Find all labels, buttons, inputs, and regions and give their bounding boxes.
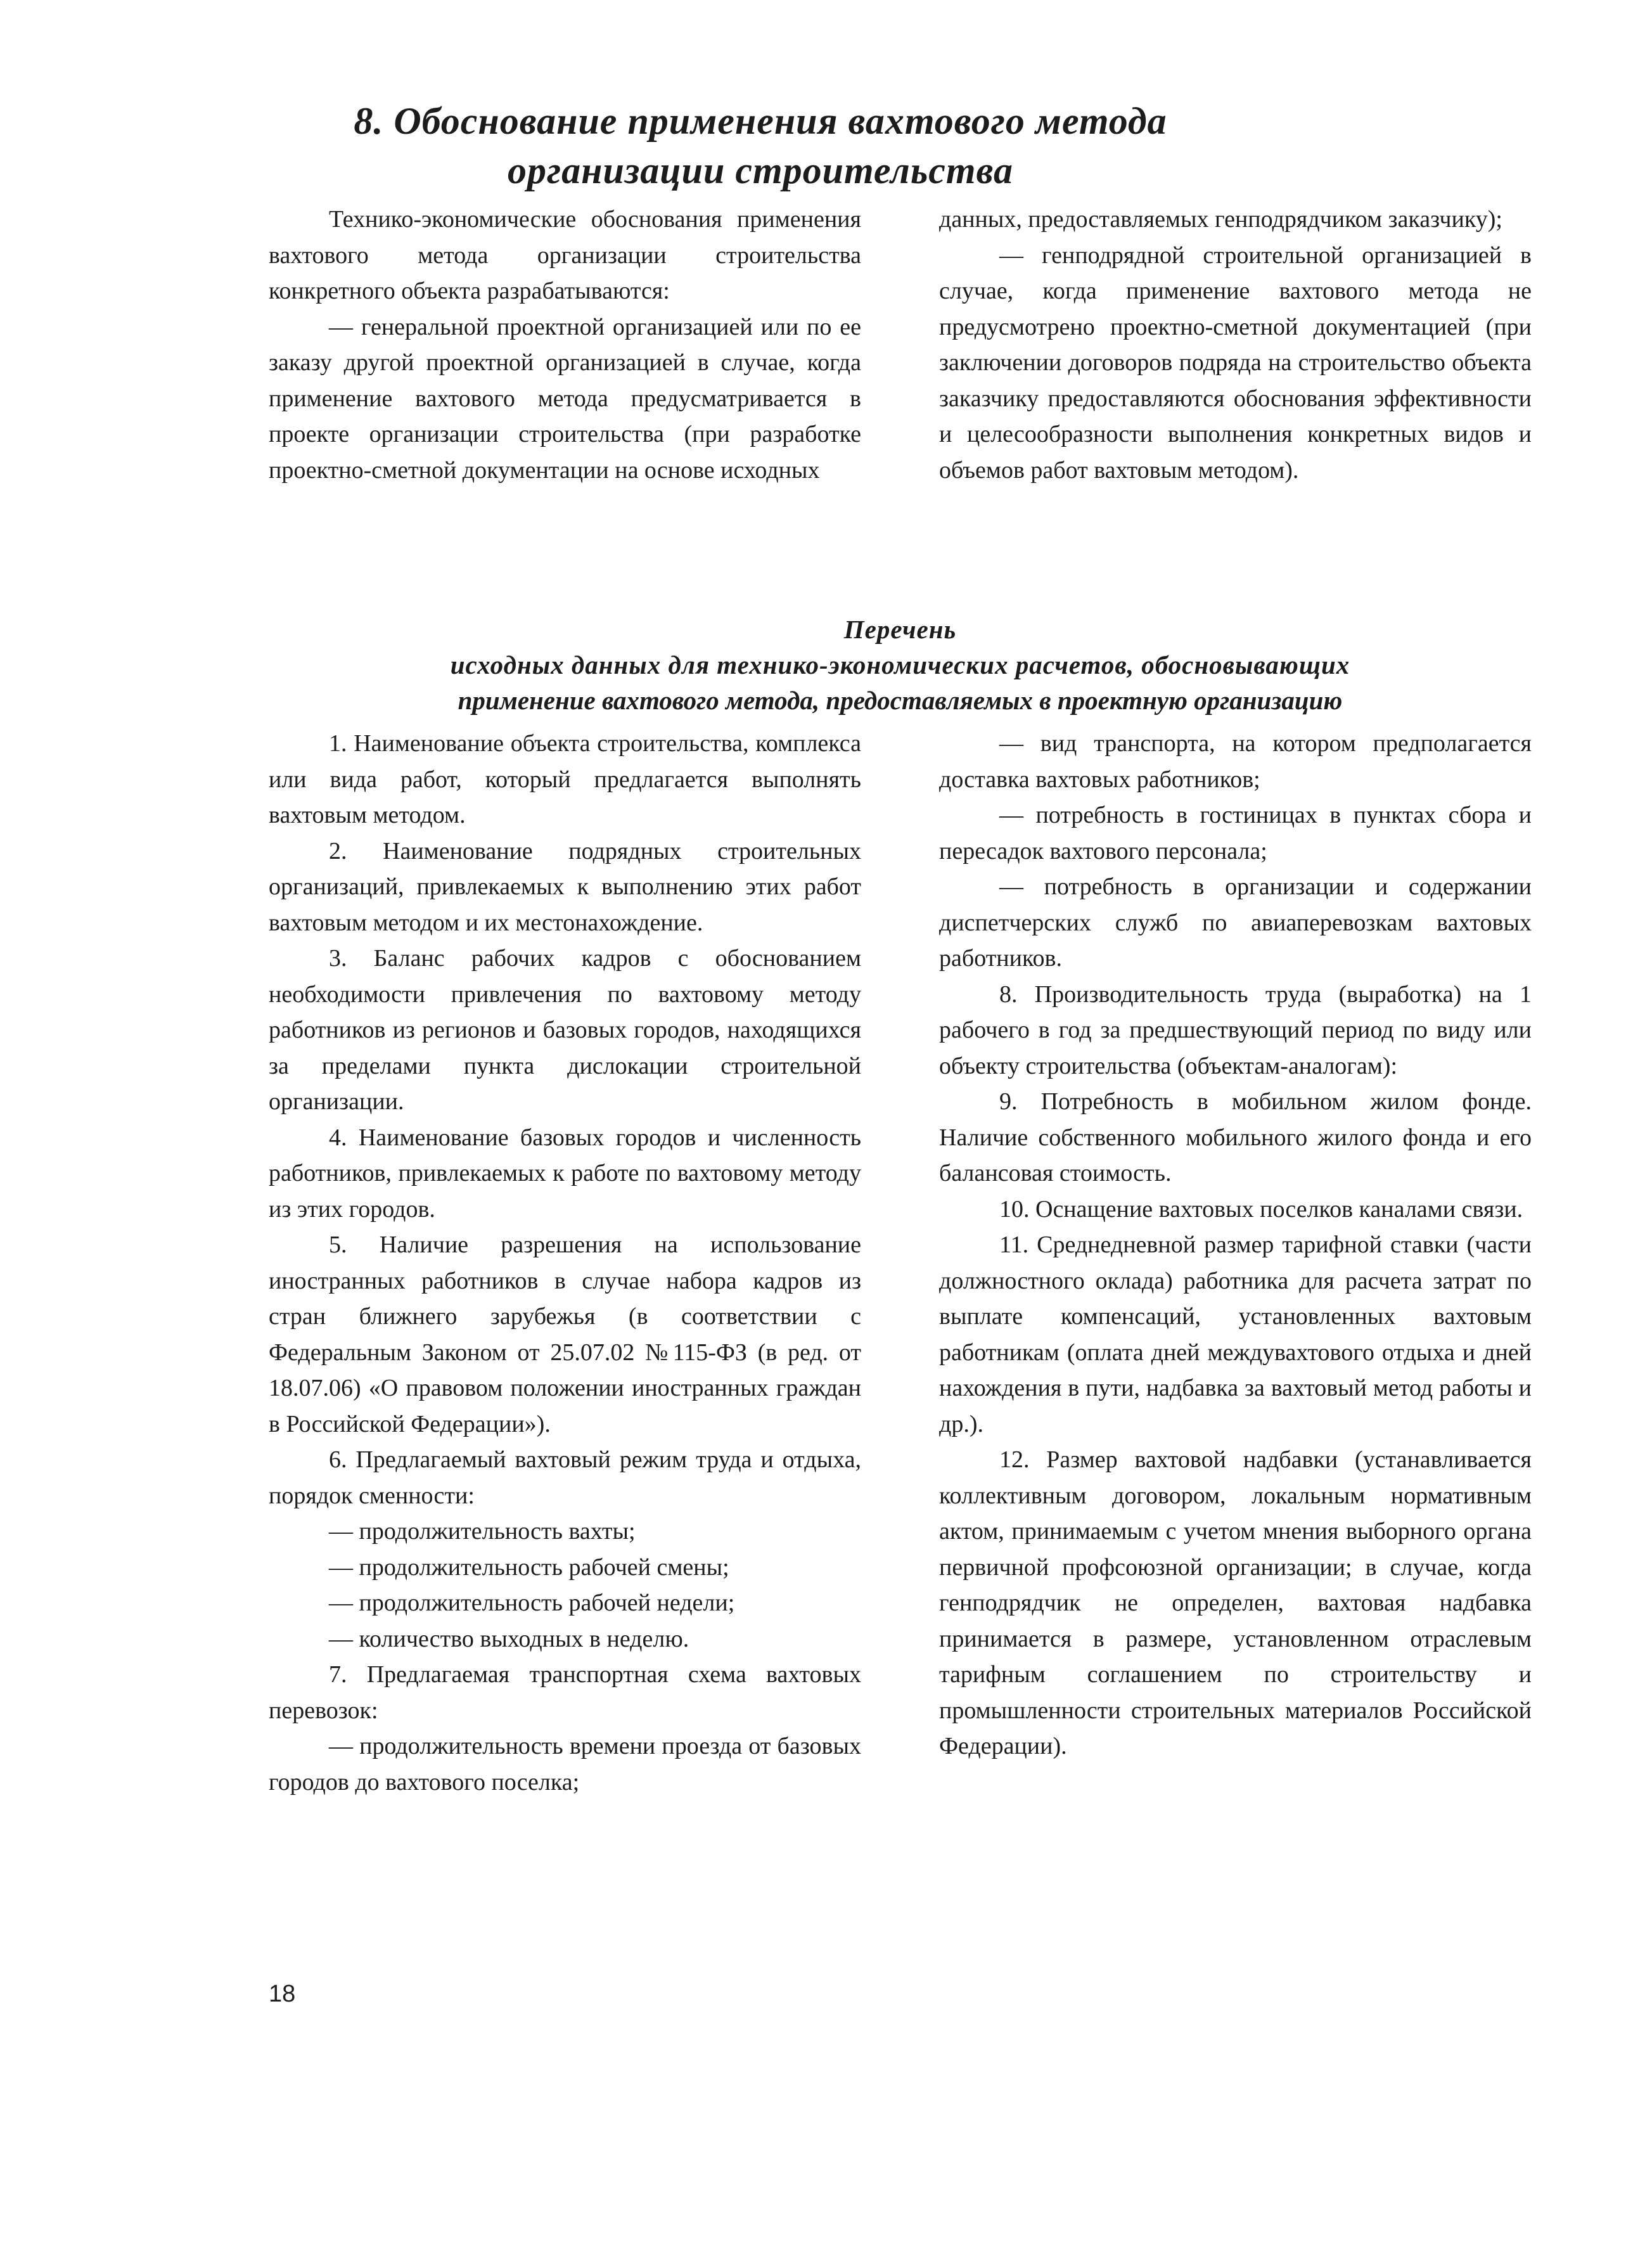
list-left-column [269, 726, 861, 1800]
intro-paragraph: Технико-экономические обоснования применения вахтового метода организации строительства конкретного объекта разрабатываются: [269, 206, 861, 304]
list-subitem: — потребность в организации и содержании диспетчерских служб по авиаперевозкам вахтовых работников. [939, 873, 1532, 972]
list-item: 3. Баланс рабочих кадров с обоснованием необходимости привлечения по вахтовому методу работников из регионов и базовых городов, находящихся за пределами пункта дислокации строительной организации. [269, 945, 861, 1115]
list-heading-line-3: применение вахтового метода, предоставляемых в проектную организацию [458, 686, 1343, 715]
list-subitem: — продолжительность рабочей смены; [329, 1553, 729, 1581]
list-subitem: — количество выходных в неделю. [329, 1625, 689, 1652]
list-item: 11. Среднедневной размер тарифной ставки (части должностного оклада) работника для расчета затрат по выплате компенсаций, установленных вахтовым работникам (оплата дней междувахтового отдыха и дней нахождения в пути, надбавка за вахтовый метод работы и др.). [939, 1231, 1532, 1437]
list-item: 2. Наименование подрядных строительных организаций, привлекаемых к выполнению этих работ вахтовым методом и их местонахождение. [269, 837, 861, 936]
list-item: 4. Наименование базовых городов и численность работников, привлекаемых к работе по вахтовому методу из этих городов. [269, 1124, 861, 1223]
intro-left-column [269, 202, 861, 488]
list-subitem: — потребность в гостиницах в пунктах сбора и пересадок вахтового персонала; [939, 802, 1532, 864]
list-item: 10. Оснащение вахтовых поселков каналами связи. [999, 1195, 1523, 1223]
list-subitem: — продолжительность рабочей недели; [329, 1590, 735, 1616]
intro-paragraph-continuation: данных, предоставляемых генподрядчиком заказчику); [939, 206, 1502, 233]
list-heading-line-1: Перечень [843, 615, 957, 644]
list-item: 9. Потребность в мобильном жилом фонде. Наличие собственного мобильного жилого фонда и его балансовая стоимость. [939, 1088, 1532, 1186]
section-title-line-1: 8. Обоснование применения вахтового метода [354, 100, 1167, 142]
page-number: 18 [269, 1981, 296, 2007]
list-right-column [939, 726, 1532, 1764]
section-title-line-2: организации строительства [508, 150, 1013, 191]
list-subitem: — продолжительность вахты; [329, 1518, 636, 1545]
list-heading-line-2: исходных данных для технико-экономических расчетов, обосновывающих [450, 650, 1350, 679]
intro-right-column [939, 202, 1532, 488]
list-item: 7. Предлагаемая транспортная схема вахтовых перевозок: [269, 1661, 861, 1724]
list-item: 6. Предлагаемый вахтовый режим труда и отдыха, порядок сменности: [269, 1446, 861, 1509]
list-item: 1. Наименование объекта строительства, комплекса или вида работ, который предлагается выполнять вахтовым методом. [269, 730, 861, 828]
intro-paragraph: — генподрядной строительной организацией в случае, когда применение вахтового метода не предусмотрено проектно-сметной документацией (при заключении договоров подряда на строительство объекта заказчику предоставляются обоснования эффективности и целесообразности выполнения конкретных видов и объемов работ вахтовым методом). [939, 241, 1532, 484]
list-subitem: — продолжительность времени проезда от базовых городов до вахтового поселка; [269, 1733, 861, 1796]
list-subitem: — вид транспорта, на котором предполагается доставка вахтовых работников; [939, 730, 1532, 793]
list-item: 12. Размер вахтовой надбавки (устанавливается коллективным договором, локальным нормативным актом, принимаемым с учетом мнения выборного органа первичной профсоюзной организации; в случае, когда генподрядчик не определен, вахтовая надбавка принимается в размере, установленном отраслевым тарифным соглашением по строительству и промышленности строительных материалов Российской Федерации). [939, 1446, 1532, 1759]
list-item: 5. Наличие разрешения на использование иностранных работников в случае набора кадров из стран ближнего зарубежья (в соответствии с Федеральным Законом от 25.07.02 №115-ФЗ (в ред. от 18.07.06) «О правовом положении иностранных граждан в Российской Федерации»). [269, 1231, 861, 1437]
list-item: 8. Производительность труда (выработка) на 1 рабочего в год за предшествующий период по виду или объекту строительства (объектам-аналогам): [939, 980, 1532, 1079]
intro-paragraph: — генеральной проектной организацией или по ее заказу другой проектной организацией в случае, когда применение вахтового метода предусматривается в проекте организации строительства (при разработке проектно-сметной документации на основе исходных [269, 313, 861, 484]
